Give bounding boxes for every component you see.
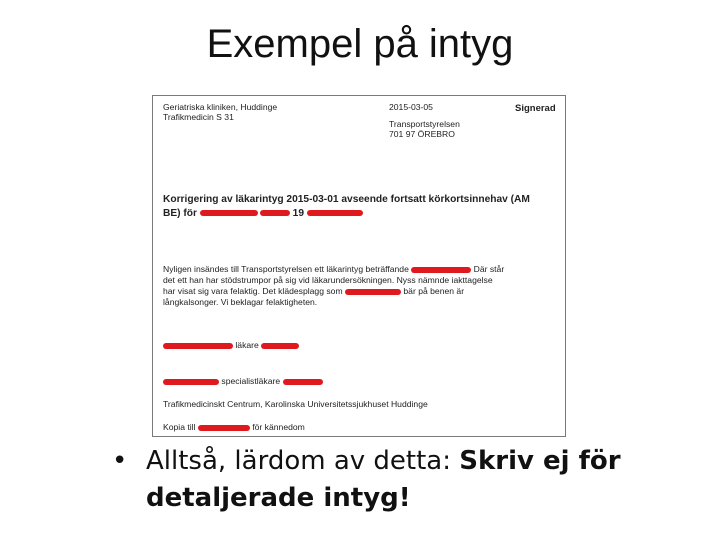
bullet-point: [112, 443, 672, 517]
redaction-mark: [163, 343, 233, 349]
subject-prefix: BE) för: [163, 208, 197, 219]
status-badge: Signerad: [515, 103, 556, 114]
slide-title: Exempel på intyg: [206, 22, 514, 66]
redaction-mark: [307, 210, 363, 216]
redaction-mark: [198, 425, 250, 431]
body-line-3: [163, 286, 464, 296]
signer-2: [163, 376, 323, 386]
bullet-emphasis: Skriv ej för detaljerade intyg!: [146, 446, 621, 513]
recipient-address: 701 97 ÖREBRO: [389, 129, 455, 139]
redaction-mark: [283, 379, 323, 385]
body-text: Där står: [473, 264, 505, 274]
signer-title: läkare: [235, 340, 259, 350]
sender-name: Geriatriska kliniken, Huddinge: [163, 102, 278, 112]
redaction-mark: [345, 289, 401, 295]
body-line-2: det ett han har stödstrumpor på sig vid läkarundersökningen. Nyss nämnde iakttagelse: [163, 275, 493, 285]
copy-suffix: för kännedom: [252, 422, 305, 432]
bullet-prefix: Alltså, lärdom av detta:: [146, 446, 460, 476]
signer-1: [163, 340, 299, 350]
body-text: har visat sig vara felaktig. Det klädesplagg som: [163, 286, 343, 296]
redaction-mark: [163, 379, 219, 385]
copy-line: [163, 422, 305, 432]
body-text: Nyligen insändes till Transportstyrelsen ett läkarintyg beträffande: [163, 264, 409, 274]
bullet-marker: •: [112, 446, 128, 476]
sender-unit: Trafikmedicin S 31: [163, 112, 234, 122]
redaction-mark: [411, 267, 471, 273]
clinic-name: Trafikmedicinskt Centrum, Karolinska Universitetssjukhuset Huddinge: [163, 399, 428, 409]
bullet-text: [146, 443, 672, 517]
body-line-1: [163, 264, 504, 274]
recipient-name: Transportstyrelsen: [389, 119, 460, 129]
signer-title: specialistläkare: [221, 376, 281, 386]
certificate-date: 2015-03-05: [389, 102, 433, 112]
subject-birth-suffix: 19: [292, 208, 304, 219]
body-text: bär på benen är: [403, 286, 465, 296]
redaction-mark: [260, 210, 290, 216]
redaction-mark: [261, 343, 299, 349]
copy-prefix: Kopia till: [163, 422, 196, 432]
subject-line-2: [163, 207, 363, 220]
subject-line-1: Korrigering av läkarintyg 2015-03-01 avseende fortsatt körkortsinnehav (AM: [163, 194, 530, 205]
body-line-4: långkalsonger. Vi beklagar felaktigheten.: [163, 297, 318, 307]
certificate-image: [152, 95, 566, 437]
redaction-mark: [200, 210, 258, 216]
